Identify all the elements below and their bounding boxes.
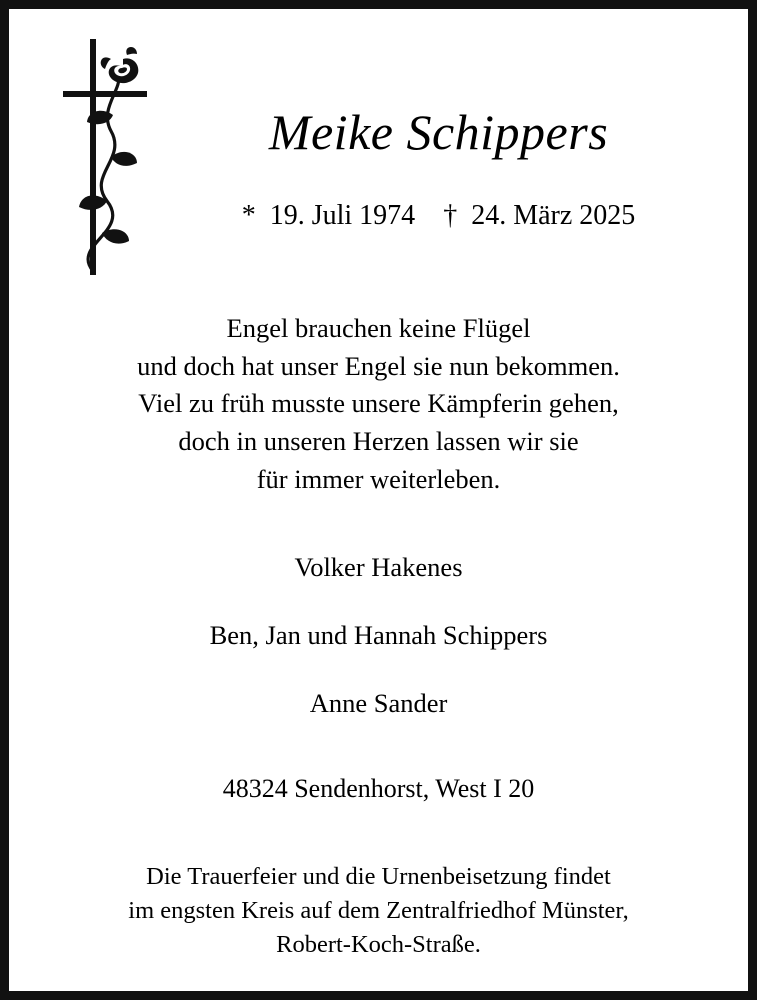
mourners-list bbox=[43, 552, 714, 719]
obituary-inner bbox=[9, 9, 748, 991]
verse-line: Engel brauchen keine Flügel bbox=[226, 313, 531, 343]
verse-line: doch in unseren Herzen lassen wir sie bbox=[178, 425, 579, 456]
memorial-verse bbox=[43, 310, 714, 498]
mourner-name: Anne Sander bbox=[309, 687, 448, 718]
mourner-name: Volker Hakenes bbox=[294, 552, 463, 583]
birth-symbol: * bbox=[241, 200, 256, 231]
death-symbol: † bbox=[443, 200, 458, 231]
verse-line: und doch hat unser Engel sie nun bekommen. bbox=[137, 350, 620, 381]
cross-with-rose-icon bbox=[61, 35, 171, 285]
address: 48324 Sendenhorst, West I 20 bbox=[222, 773, 535, 803]
life-dates bbox=[163, 200, 714, 232]
birth-date: 19. Juli 1974 bbox=[269, 200, 416, 231]
verse-line: Viel zu früh musste unsere Kämpferin gehen, bbox=[138, 388, 619, 419]
mourner-name: Ben, Jan und Hannah Schippers bbox=[209, 619, 548, 650]
service-line: Robert-Koch-Straße. bbox=[276, 931, 481, 959]
service-line: Die Trauerfeier und die Urnenbeisetzung findet bbox=[146, 862, 611, 890]
verse-line: für immer weiterleben. bbox=[256, 463, 501, 494]
death-date: 24. März 2025 bbox=[471, 200, 636, 231]
service-line: im engsten Kreis auf dem Zentralfriedhof Münster, bbox=[128, 896, 629, 924]
deceased-name: Meike Schippers bbox=[268, 104, 609, 160]
service-note bbox=[43, 860, 714, 963]
